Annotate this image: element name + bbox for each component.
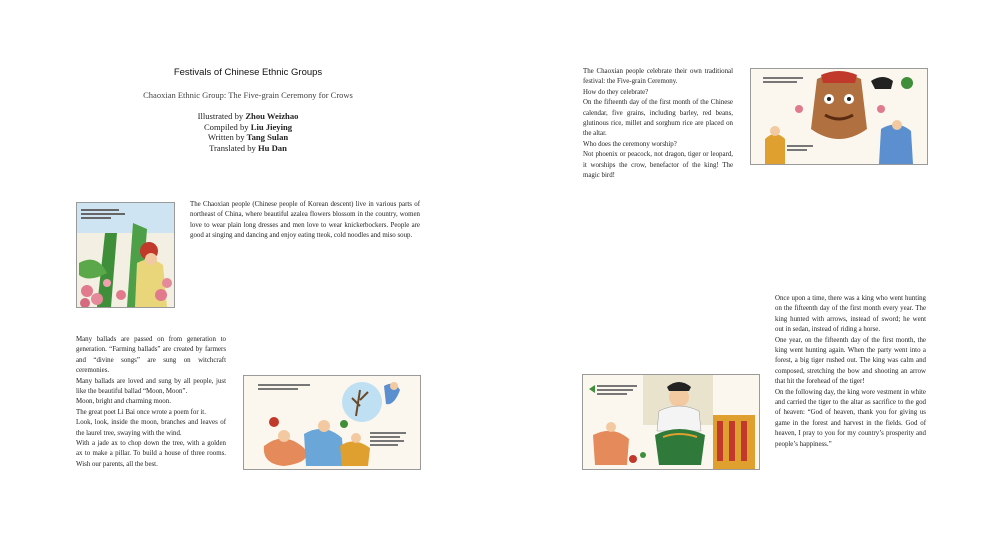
king-paragraph: On the following day, the king wore vestment in white and carried the tiger to the altar as sacrifice to the god of heaven: “God of heaven, thank you for giving us game in the forest and harvest in the fields. God of heaven, I pray to you for my country’s prosperity and people’s happiness.” (775, 388, 926, 448)
illustration-azalea-women (76, 202, 175, 308)
king-paragraph: One year, on the fifteenth day of the first month, the king went hunting again. When the party went into a forest, a big tiger rushed out. The king was calm and composed, stretching the bow and shooting an arrow that hit the forehead of the tiger! (775, 336, 926, 386)
intro-passage (190, 200, 420, 242)
festival-paragraph: On the fifteenth day of the first month of the Chinese calendar, five grains, including barley, red beans, glutinous rice, millet and sorghum rice are placed on the altar. (583, 99, 733, 138)
ballads-paragraph: Moon, bright and charming moon. (76, 398, 171, 406)
ballads-paragraph: The great poet Li Bai once wrote a poem for it. (76, 408, 206, 416)
festival-paragraph: Not phoenix or peacock, not dragon, tiger or leopard, it worships the crow, benefactor of the king! The magic bird! (583, 151, 733, 180)
ballads-paragraph: Many ballads are loved and sung by all people, just like the beautiful ballad “Moon, Moon”. (76, 377, 226, 396)
book-title: Festivals of Chinese Ethnic Groups (173, 67, 323, 78)
festival-passage (583, 67, 733, 181)
festival-paragraph: How do they celebrate? (583, 88, 649, 96)
credits-block (140, 111, 356, 153)
book-subtitle: Chaoxian Ethnic Group: The Five-grain Ceremony for Crows (143, 90, 353, 100)
credit-compiler: Compiled by Liu Jieying (203, 121, 293, 132)
ballads-paragraph: Many ballads are passed on from generation to generation. “Farming ballads” are created by farmers and “divine songs” are sung on witchcraft ceremonies. (76, 336, 226, 375)
ballads-passage (76, 335, 226, 470)
illustration-moon-ballad (243, 375, 421, 470)
credit-translator: Translated by Hu Dan (209, 142, 287, 153)
king-paragraph: Once upon a time, there was a king who went hunting on the fifteenth day of the first month every year. The king hunted with arrows, instead of sword; he went out in sedan, instead of riding a horse. (775, 295, 926, 334)
festival-paragraph: Who does the ceremony worship? (583, 140, 677, 148)
ballads-paragraph: With a jade ax to chop down the tree, with a golden ax to make a pillar. To build a house of three rooms. Wish our parents, all the best. (76, 440, 226, 468)
festival-paragraph: The Chaoxian people celebrate their own traditional festival: the Five-grain Ceremony. (583, 68, 733, 86)
credit-illustrator: Illustrated by Zhou Weizhao (197, 111, 299, 121)
intro-paragraph: The Chaoxian people (Chinese people of Korean descent) live in various parts of northeast of China, where beautiful azalea flowers blossom in the country, women love to wear plain long dresses and men love to wear knickerbockers. People are good at singing and dancing and enjoy eating tteok, cold noodles and miso soup. (190, 201, 420, 240)
illustration-crow-ceremony (750, 68, 928, 165)
ballads-paragraph: Look, look, inside the moon, branches and leaves of the laurel tree, swaying with the wind. (76, 419, 226, 437)
illustration-king-altar (582, 374, 760, 470)
king-passage (775, 294, 926, 450)
credit-writer: Written by Tang Sulan (207, 132, 289, 143)
